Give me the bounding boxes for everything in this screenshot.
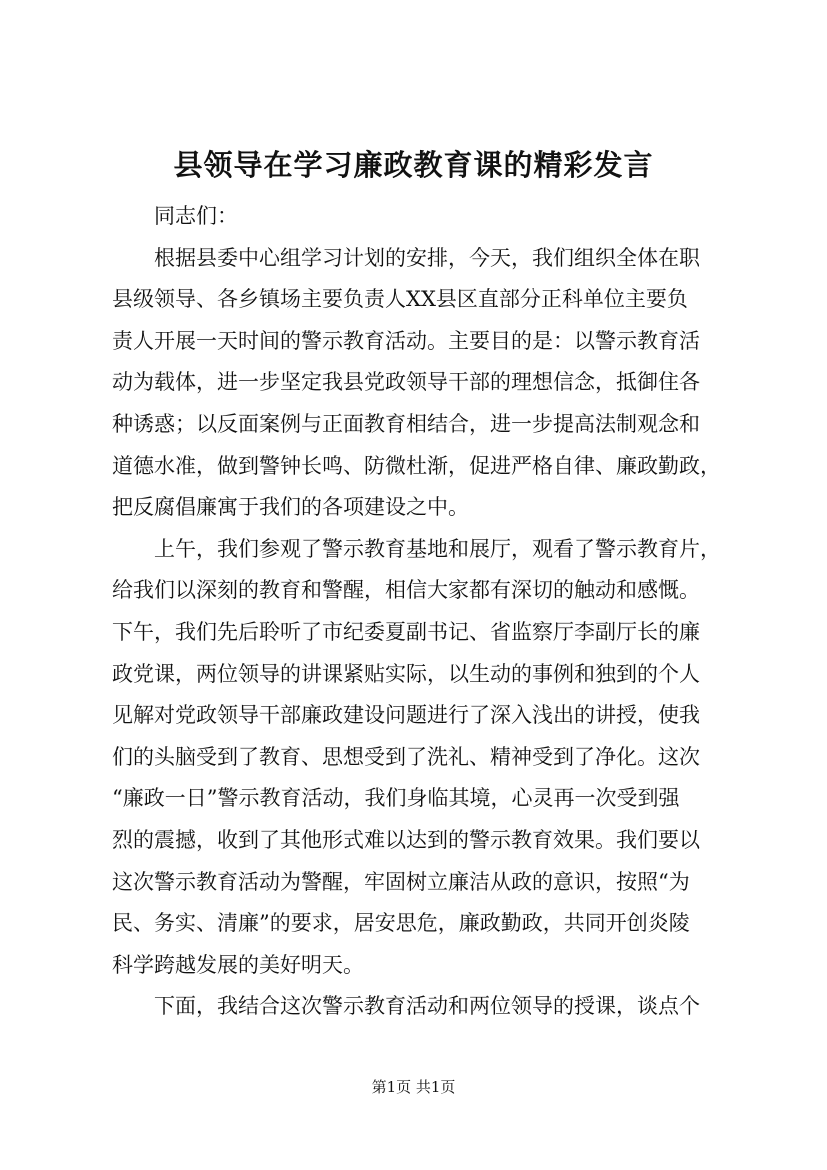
paragraph-2-line-6: 们的头脑受到了教育、思想受到了洗礼、精神受到了净化。这次 — [112, 744, 700, 769]
paragraph-1-line-7: 把反腐倡廉寓于我们的各项建设之中。 — [112, 495, 469, 520]
paragraph-2-line-11: 科学跨越发展的美好明天。 — [112, 952, 364, 977]
salutation-line: 同志们： — [154, 204, 238, 228]
paragraph-1-line-4: 动为载体，进一步坚定我县党政领导干部的理想信念，抵御住各 — [112, 370, 700, 395]
paragraph-2-line-2: 给我们以深刻的教育和警醒，相信大家都有深切的触动和感慨。 — [112, 578, 700, 603]
paragraph-2-line-9: 这次警示教育活动为警醒，牢固树立廉洁从政的意识，按照“为 — [112, 869, 690, 894]
paragraph-1-line-2: 县级领导、各乡镇场主要负责人XX县区直部分正科单位主要负 — [112, 287, 688, 312]
page-number-footer: 第1页 共1页 — [371, 1078, 456, 1096]
paragraph-2-line-3: 下午，我们先后聆听了市纪委夏副书记、省监察厅李副厅长的廉 — [112, 619, 700, 644]
paragraph-1-line-6: 道德水准，做到警钟长鸣、防微杜渐，促进严格自律、廉政勤政， — [112, 453, 721, 478]
paragraph-1-line-3: 责人开展一天时间的警示教育活动。主要目的是：以警示教育活 — [112, 328, 700, 353]
paragraph-2-line-7: “廉政一日”警示教育活动，我们身临其境，心灵再一次受到强 — [112, 786, 680, 811]
paragraph-2-line-4: 政党课，两位领导的讲课紧贴实际，以生动的事例和独到的个人 — [112, 661, 700, 686]
paragraph-2-line-10: 民、务实、清廉”的要求，居安思危，廉政勤政，共同开创炎陵 — [112, 911, 690, 936]
document-title: 县领导在学习廉政教育课的精彩发言 — [173, 148, 654, 182]
paragraph-1-line-1: 根据县委中心组学习计划的安排，今天，我们组织全体在职 — [154, 245, 700, 270]
paragraph-2-line-1: 上午，我们参观了警示教育基地和展厅，观看了警示教育片， — [154, 536, 721, 561]
document-body — [112, 196, 740, 1028]
paragraph-3-line-1: 下面，我结合这次警示教育活动和两位领导的授课，谈点个 — [154, 994, 700, 1019]
paragraph-1-line-5: 种诱惑；以反面案例与正面教育相结合，进一步提高法制观念和 — [112, 411, 700, 436]
paragraph-2-line-8: 烈的震撼，收到了其他形式难以达到的警示教育效果。我们要以 — [112, 827, 700, 852]
paragraph-2-line-5: 见解对党政领导干部廉政建设问题进行了深入浅出的讲授，使我 — [112, 703, 700, 728]
